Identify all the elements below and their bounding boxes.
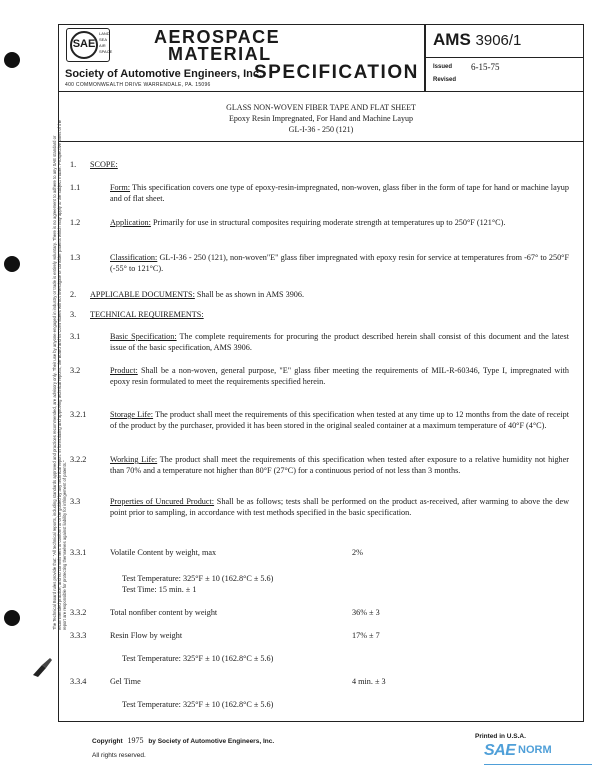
sae-logo-words xyxy=(99,31,112,55)
title-line-2: Epoxy Resin Impregnated, For Hand and Machine Layup xyxy=(229,114,413,123)
title-aerospace: AEROSPACE xyxy=(154,27,281,47)
copyright-label: Copyright xyxy=(92,738,123,745)
section-number: 3.3 xyxy=(70,497,81,506)
issued-label: Issued xyxy=(433,64,453,70)
section-body: Shall be as follows; tests shall be performed on the product as-received, after warming to above the dew point prior to sampling, in accordance with test methods specified in the basic specification. xyxy=(110,497,570,517)
sae-logo-ring xyxy=(70,31,98,59)
section-text xyxy=(110,497,569,518)
watermark-mark: SAE xyxy=(484,742,516,759)
punch-hole xyxy=(4,256,20,272)
logo-word: LAND xyxy=(99,31,110,36)
society-address: 400 COMMONWEALTH DRIVE WARRENDALE, PA. 15096 xyxy=(65,82,211,88)
punch-hole xyxy=(4,52,20,68)
section-label: Classification: xyxy=(110,253,158,262)
section-number: 3.3.4 xyxy=(70,677,87,686)
section-label: Properties of Uncured Product: xyxy=(110,497,215,506)
ams-number xyxy=(433,30,521,50)
section-body: Primarily for use in structural composites requiring moderate strength at temperatures up to 250°F (121°C). xyxy=(152,218,506,227)
section-number: 3.2 xyxy=(70,366,81,375)
section-number: 3.2.2 xyxy=(70,455,87,464)
title-line-3: GL-I-36 - 250 (121) xyxy=(288,125,354,134)
watermark-word: NORM xyxy=(518,744,552,756)
section-text xyxy=(90,290,569,301)
section-text xyxy=(110,253,569,274)
section-number: 1.2 xyxy=(70,218,81,227)
section-label: Application: xyxy=(110,218,151,227)
section-body: This specification covers one type of epoxy-resin-impregnated, non-woven, glass fiber in the form of tape for hand or machine layup and of flat sheet. xyxy=(110,183,569,203)
section-body: Shall be as shown in AMS 3906. xyxy=(196,290,305,299)
test-temperature: Test Temperature: 325°F ± 10 (162.8°C ± 5.6) xyxy=(122,654,274,663)
section-number: 3.3.2 xyxy=(70,608,87,617)
sae-norm-watermark xyxy=(484,742,594,770)
ams-id: 3906/1 xyxy=(475,32,522,49)
society-name: Society of Automotive Engineers, Inc. xyxy=(65,68,263,80)
property-label: Resin Flow by weight xyxy=(110,631,183,640)
property-value: 36% ± 3 xyxy=(352,608,380,617)
test-temperature: Test Temperature: 325°F ± 10 (162.8°C ± 5.6) xyxy=(122,574,274,583)
test-temperature: Test Temperature: 325°F ± 10 (162.8°C ± 5.6) xyxy=(122,700,274,709)
property-value: 17% ± 7 xyxy=(352,631,380,640)
title-material: MATERIAL xyxy=(168,44,272,64)
section-body: The product shall meet the requirements of this specification when tested after exposure to a relative humidity not higher than 70% and a temperature not higher than 80°F (27°C) for a continuous period of not less than 3 months. xyxy=(110,455,570,475)
title-specification: SPECIFICATION xyxy=(254,62,419,83)
copyright-line xyxy=(92,736,274,745)
section-text xyxy=(110,366,569,387)
technical-board-note-text: The Technical Board rules provide that: "All technical reports, including standards approved and practices recommended, are advisory only. Their use by anyone engaged in industry or trade is entirely voluntary. There is no agreement to adhere to any SAE standard or recommended practice, and no commitment to conform to or be guided by any technical report. In formulating and approving technical reports, the Board and its Committees will not investigate or consider patents which may apply to the subject matter. Prospective users of the report are responsible for protecting themselves against liability for infringement of patents." xyxy=(52,120,67,630)
rights-reserved: All rights reserved. xyxy=(92,752,146,759)
ams-number-box xyxy=(425,24,584,58)
title-block xyxy=(58,92,584,142)
section-heading: APPLICABLE DOCUMENTS: xyxy=(90,290,195,299)
ams-prefix: AMS xyxy=(433,30,471,49)
copyright-owner: by Society of Automotive Engineers, Inc. xyxy=(148,738,275,745)
section-label: Product: xyxy=(110,366,138,375)
issued-date: 6-15-75 xyxy=(471,62,500,72)
section-heading: TECHNICAL REQUIREMENTS: xyxy=(90,310,204,319)
section-text xyxy=(110,183,569,204)
section-body: GL-I-36 - 250 (121), non-woven"E" glass fiber impregnated with epoxy resin for service at temperatures from -67° to 250°F (-55° to 121°C). xyxy=(110,253,569,273)
punch-hole xyxy=(4,610,20,626)
section-label: Working Life: xyxy=(110,455,158,464)
spec-header xyxy=(58,24,584,92)
section-label: Basic Specification: xyxy=(110,332,177,341)
property-label: Total nonfiber content by weight xyxy=(110,608,218,617)
copyright-year: 1975 xyxy=(127,736,144,745)
section-text xyxy=(110,410,569,431)
section-number: 3.3.3 xyxy=(70,631,87,640)
section-body: Shall be a non-woven, general purpose, "E" glass fiber meeting the requirements of MIL-R-60346, Type I, impregnated with epoxy resin formulated to meet the requirements specified herein. xyxy=(110,366,569,386)
sae-logo xyxy=(66,28,113,62)
sae-logo-text: SAE xyxy=(72,38,96,50)
property-value: 2% xyxy=(352,548,363,557)
revised-label: Revised xyxy=(433,77,457,83)
section-number: 2. xyxy=(70,290,77,299)
logo-word: SEA xyxy=(99,37,108,42)
section-number: 3.1 xyxy=(70,332,81,341)
technical-board-note xyxy=(38,110,67,630)
property-value: 4 min. ± 3 xyxy=(352,677,386,686)
section-heading: SCOPE: xyxy=(90,160,118,169)
printed-in: Printed in U.S.A. xyxy=(475,733,526,740)
section-body: The product shall meet the requirements of this specification when tested at any time up to 12 months from the date of receipt of the product by the purchaser, provided it has been stored in the original sealed container at a maximum temperature of 40°F (4°C). xyxy=(110,410,570,430)
section-body: The complete requirements for procuring the product described herein shall consist of this document and the latest issue of the basic specification, AMS 3906. xyxy=(110,332,569,352)
section-text xyxy=(110,218,569,229)
watermark-rule xyxy=(484,764,592,765)
section-label: Form: xyxy=(110,183,131,192)
property-label: Volatile Content by weight, max xyxy=(110,548,217,557)
logo-word: AIR xyxy=(99,43,106,48)
section-label: Storage Life: xyxy=(110,410,154,419)
property-label: Gel Time xyxy=(110,677,141,686)
section-number: 1. xyxy=(70,160,77,169)
test-time: Test Time: 15 min. ± 1 xyxy=(122,585,197,594)
logo-word: SPACE xyxy=(99,49,113,54)
section-number: 3.2.1 xyxy=(70,410,87,419)
section-text xyxy=(110,455,569,476)
section-number: 1.3 xyxy=(70,253,81,262)
pen-hand-icon xyxy=(30,655,54,679)
section-number: 1.1 xyxy=(70,183,81,192)
title-line-1: GLASS NON-WOVEN FIBER TAPE AND FLAT SHEET xyxy=(226,103,416,112)
section-text xyxy=(110,332,569,353)
section-number: 3. xyxy=(70,310,77,319)
section-number: 3.3.1 xyxy=(70,548,87,557)
